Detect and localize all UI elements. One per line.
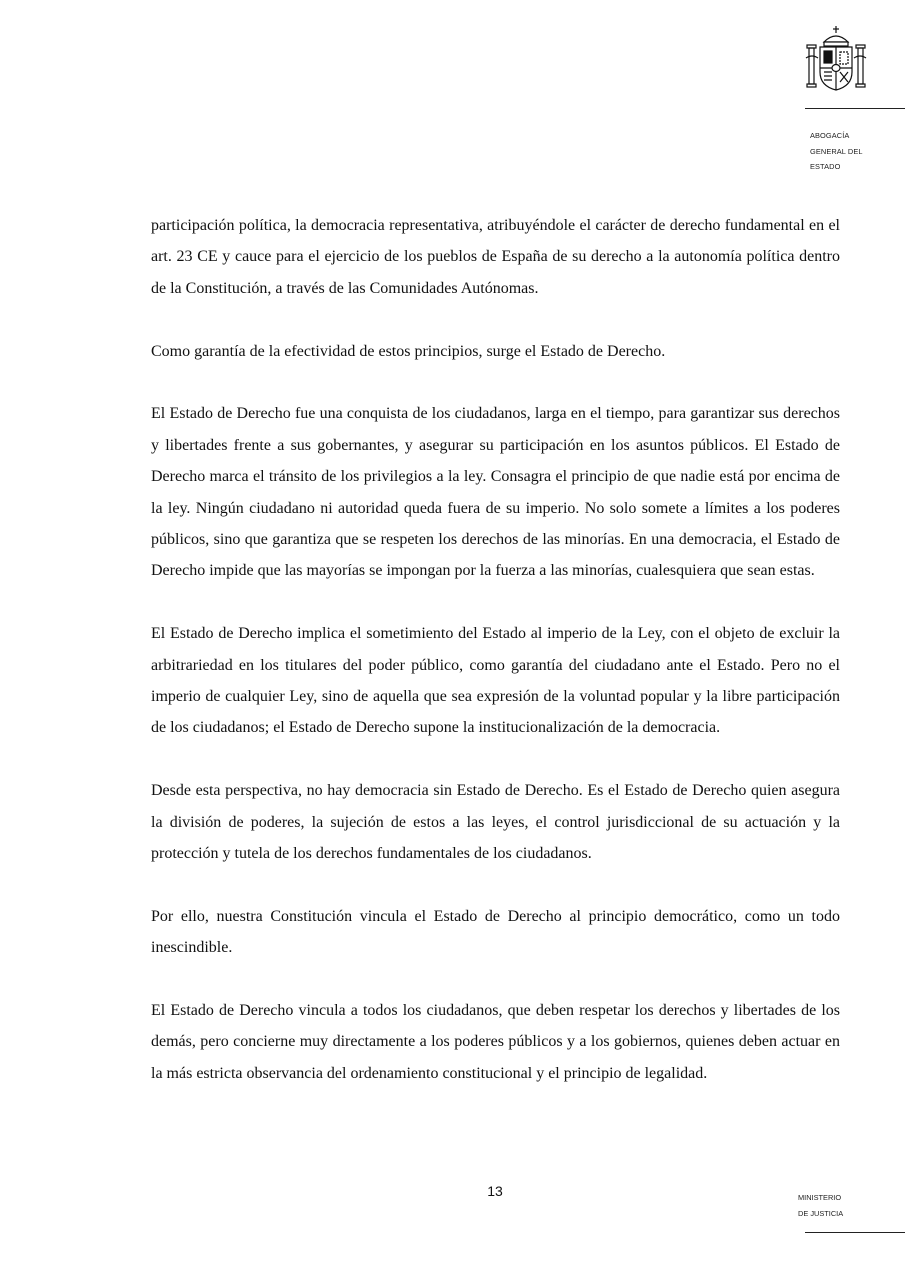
- ministry-name: [798, 1190, 843, 1221]
- coat-of-arms-icon: [804, 24, 868, 94]
- footer-rule: [805, 1232, 905, 1233]
- department-line: GENERAL DEL: [810, 146, 863, 156]
- page-number: 13: [487, 1183, 503, 1199]
- ministry-line: DE JUSTICIA: [798, 1208, 844, 1218]
- paragraph: Por ello, nuestra Constitución vincula el Estado de Derecho al principio democrático, como un todo inescindible.: [151, 907, 840, 957]
- paragraph: El Estado de Derecho vincula a todos los ciudadanos, que deben respetar los derechos y libertades de los demás, pero concierne muy directamente a los poderes públicos y a los gobiernos, quienes deben actuar en la más estricta observancia del ordenamiento constitucional y el principio de legalidad.: [151, 1002, 840, 1082]
- paragraph: Como garantía de la efectividad de estos principios, surge el Estado de Derecho.: [151, 342, 666, 360]
- header-rule: [805, 108, 905, 109]
- paragraph: El Estado de Derecho fue una conquista de los ciudadanos, larga en el tiempo, para garantizar sus derechos y libertades frente a sus gobernantes, y asegurar su participación en los asuntos públicos. El Estado de Derecho marca el tránsito de los privilegios a la ley. Consagra el principio de que nadie está por encima de la ley. Ningún ciudadano ni autoridad queda fuera de su imperio. No solo somete a límites a los poderes públicos, sino que garantiza que se respeten los derechos de las minorías. En una democracia, el Estado de Derecho impide que las mayorías se impongan por la fuerza a las minorías, cualesquiera que sean estas.: [151, 405, 840, 580]
- paragraph: Desde esta perspectiva, no hay democracia sin Estado de Derecho. Es el Estado de Derecho quien asegura la división de poderes, la sujeción de estos a las leyes, el control jurisdiccional de su actuación y la protección y tutela de los derechos fundamentales de los ciudadanos.: [151, 782, 840, 863]
- paragraph: El Estado de Derecho implica el sometimiento del Estado al imperio de la Ley, con el objeto de excluir la arbitrariedad en los titulares del poder público, como garantía del ciudadano ante el Estado. Pero no el imperio de cualquier Ley, sino de aquella que sea expresión de la voluntad popular y la libre participación de los ciudadanos; el Estado de Derecho supone la institucionalización de la democracia.: [151, 625, 840, 737]
- department-line: ABOGACÍA: [810, 131, 850, 140]
- document-body: [151, 210, 840, 1121]
- ministry-line: MINISTERIO: [798, 1193, 842, 1202]
- department-name: [810, 128, 863, 175]
- paragraph: participación política, la democracia representativa, atribuyéndole el carácter de derecho fundamental en el art. 23 CE y cauce para el ejercicio de los pueblos de España de su derecho a la autonomía política dentro de la Constitución, a través de las Comunidades Autónomas.: [151, 217, 840, 297]
- department-line: ESTADO: [810, 162, 841, 171]
